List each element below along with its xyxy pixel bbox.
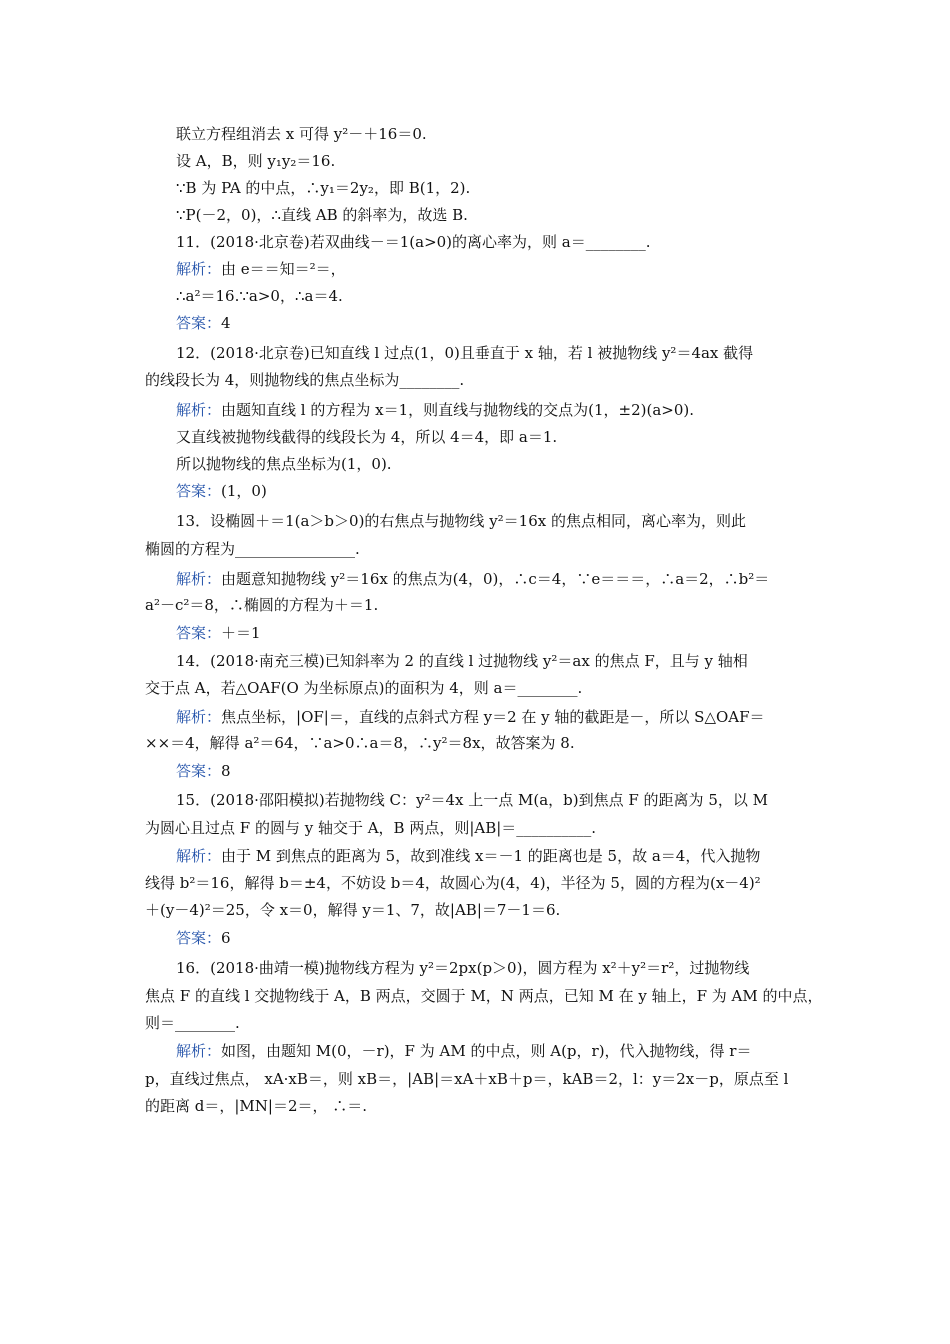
line-text: ××＝4，解得 a²＝64，∵a>0∴a＝8，∴y²＝8x，故答案为 8.: [145, 734, 575, 752]
solution-label: 解析：: [176, 401, 222, 419]
line-text: 则＝________.: [145, 1014, 240, 1032]
line-text: ∴a²＝16.∵a>0，∴a＝4.: [176, 287, 343, 305]
answer-line: [176, 310, 810, 336]
solution-label: 解析：: [176, 847, 222, 865]
line-text: a²－c²＝8，∴椭圆的方程为＋＝1.: [145, 596, 379, 614]
answer-line: [176, 478, 810, 504]
line-text: 交于点 A，若△OAF(O 为坐标原点)的面积为 4，则 a＝________.: [145, 679, 583, 697]
text-line: [145, 1093, 810, 1119]
text-line: [145, 730, 810, 756]
solution-line: [176, 397, 810, 423]
line-text: 为圆心且过点 F 的圆与 y 轴交于 A，B 两点，则|AB|＝__________.: [145, 819, 597, 837]
text-line: [176, 148, 810, 174]
line-text: 由题知直线 l 的方程为 x＝1，则直线与抛物线的交点为(1，±2)(a>0).: [221, 401, 695, 419]
line-text: 由题意知抛物线 y²＝16x 的焦点为(4，0)，∴c＝4，∵e＝＝＝，∴a＝2，∴b²＝: [221, 570, 770, 588]
line-text: 11．(2018·北京卷)若双曲线－＝1(a>0)的离心率为，则 a＝________.: [176, 233, 651, 251]
solution-line: [176, 1038, 810, 1064]
text-line: [176, 202, 810, 228]
line-text: 设 A，B，则 y₁y₂＝16.: [176, 152, 336, 170]
line-text: 15．(2018·邵阳模拟)若抛物线 C：y²＝4x 上一点 M(a，b)到焦点 F 的距离为 5，以 M: [176, 791, 768, 809]
line-text: 的距离 d＝，|MN|＝2＝， ∴＝.: [145, 1097, 368, 1115]
question-line: [145, 815, 810, 841]
text-line: [145, 1066, 810, 1092]
line-text: 焦点坐标，|OF|＝，直线的点斜式方程 y＝2 在 y 轴的截距是－，所以 S△OAF＝: [221, 708, 765, 726]
line-text: 6: [221, 929, 231, 947]
question-line: [176, 955, 810, 981]
line-text: 4: [221, 314, 231, 332]
solution-line: [176, 843, 810, 869]
line-text: 所以抛物线的焦点坐标为(1，0).: [176, 455, 392, 473]
line-text: 如图，由题知 M(0，－r)，F 为 AM 的中点，则 A(p，r)，代入抛物线，得 r＝: [221, 1042, 752, 1060]
answer-line: [176, 620, 810, 646]
question-line: [145, 675, 810, 701]
question-line: [145, 536, 810, 562]
line-text: 13．设椭圆＋＝1(a＞b＞0)的右焦点与抛物线 y²＝16x 的焦点相同，离心率为，则此: [176, 512, 746, 530]
line-text: 线得 b²＝16，解得 b＝±4，不妨设 b＝4，故圆心为(4，4)，半径为 5，圆的方程为(x－4)²: [145, 874, 761, 892]
text-line: [145, 897, 810, 923]
solution-label: 解析：: [176, 570, 222, 588]
line-text: 8: [221, 762, 231, 780]
line-text: (1，0): [221, 482, 267, 500]
text-line: [176, 121, 810, 147]
answer-label: 答案：: [176, 314, 222, 332]
line-text: 联立方程组消去 x 可得 y²－＋16＝0.: [176, 125, 427, 143]
line-text: p，直线过焦点， xA·xB＝，则 xB＝，|AB|＝xA＋xB＋p＝，kAB＝2，l：y＝2x－p，原点至 l: [145, 1070, 789, 1088]
text-line: [176, 283, 810, 309]
solution-label: 解析：: [176, 260, 222, 278]
line-text: 由于 M 到焦点的距离为 5，故到准线 x＝－1 的距离也是 5，故 a＝4，代入抛物: [221, 847, 761, 865]
answer-line: [176, 925, 810, 951]
text-line: [176, 424, 810, 450]
line-text: 又直线被抛物线截得的线段长为 4，所以 4＝4，即 a＝1.: [176, 428, 558, 446]
line-text: 12．(2018·北京卷)已知直线 l 过点(1，0)且垂直于 x 轴，若 l 被抛物线 y²＝4ax 截得: [176, 344, 754, 362]
solution-line: [176, 566, 810, 592]
answer-label: 答案：: [176, 624, 222, 642]
question-line: [176, 229, 810, 255]
answer-label: 答案：: [176, 929, 222, 947]
line-text: 的线段长为 4，则抛物线的焦点坐标为________.: [145, 371, 465, 389]
answer-label: 答案：: [176, 762, 222, 780]
text-line: [145, 870, 810, 896]
line-text: ∵P(－2，0)，∴直线 AB 的斜率为，故选 B.: [176, 206, 468, 224]
question-line: [145, 367, 810, 393]
line-text: ＋＝1: [221, 624, 261, 642]
solution-label: 解析：: [176, 1042, 222, 1060]
line-text: 16．(2018·曲靖一模)抛物线方程为 y²＝2px(p＞0)，圆方程为 x²＋y²＝r²，过抛物线: [176, 959, 750, 977]
solution-label: 解析：: [176, 708, 222, 726]
question-line: [145, 1010, 810, 1036]
text-line: [145, 592, 810, 618]
solution-line: [176, 704, 810, 730]
question-line: [176, 787, 810, 813]
question-line: [176, 340, 810, 366]
question-line: [176, 508, 810, 534]
line-text: 由 e＝＝知＝²＝，: [221, 260, 346, 278]
line-text: 焦点 F 的直线 l 交抛物线于 A，B 两点，交圆于 M，N 两点，已知 M 在 y 轴上，F 为 AM 的中点，: [145, 987, 823, 1005]
question-line: [176, 648, 810, 674]
answer-line: [176, 758, 810, 784]
line-text: ∵B 为 PA 的中点，∴y₁＝2y₂，即 B(1，2).: [176, 179, 471, 197]
line-text: ＋(y－4)²＝25，令 x＝0，解得 y＝1、7，故|AB|＝7－1＝6.: [145, 901, 561, 919]
solution-line: [176, 256, 810, 282]
line-text: 14．(2018·南充三模)已知斜率为 2 的直线 l 过抛物线 y²＝ax 的焦点 F，且与 y 轴相: [176, 652, 748, 670]
answer-label: 答案：: [176, 482, 222, 500]
text-line: [176, 175, 810, 201]
line-text: 椭圆的方程为________________.: [145, 540, 360, 558]
text-line: [176, 451, 810, 477]
question-line: [145, 983, 823, 1009]
